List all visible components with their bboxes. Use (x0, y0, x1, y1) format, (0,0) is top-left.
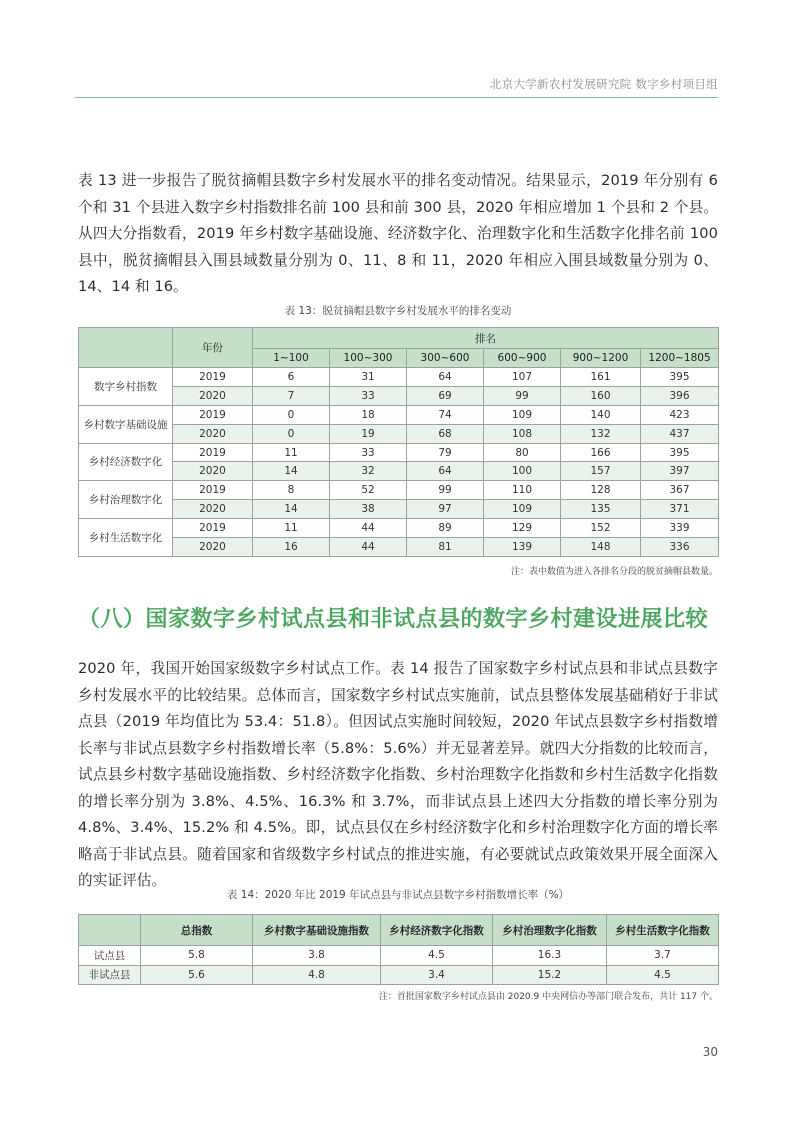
table-cell: 97 (407, 500, 484, 519)
page-number: 30 (702, 1045, 718, 1059)
year-cell: 2020 (173, 500, 253, 519)
table-row (79, 519, 719, 538)
table-cell: 80 (484, 443, 561, 462)
table-cell: 81 (407, 538, 484, 557)
table-cell: 395 (641, 443, 719, 462)
table-cell: 132 (561, 424, 641, 443)
table-cell: 3.7 (607, 946, 719, 966)
table-cell: 11 (253, 443, 330, 462)
row-group-label: 数字乡村指数 (79, 368, 173, 406)
table-cell: 3.8 (253, 946, 381, 966)
table13-col-header: 1200~1805 (641, 349, 719, 368)
table-row (79, 946, 719, 966)
table-cell: 31 (330, 368, 407, 387)
table-cell: 161 (561, 368, 641, 387)
table-row (79, 462, 719, 481)
table-cell: 7 (253, 386, 330, 405)
running-header: 北京大学新农村发展研究院 数字乡村项目组 (489, 77, 718, 91)
table-cell: 371 (641, 500, 719, 519)
table-cell: 100 (484, 462, 561, 481)
table-cell: 152 (561, 519, 641, 538)
table-cell: 423 (641, 405, 719, 424)
table-cell: 396 (641, 386, 719, 405)
table-cell: 108 (484, 424, 561, 443)
table-cell: 16 (253, 538, 330, 557)
year-cell: 2019 (173, 405, 253, 424)
section-title: （八）国家数字乡村试点县和非试点县的数字乡村建设进展比较 (78, 607, 709, 632)
table-cell: 135 (561, 500, 641, 519)
table-cell: 140 (561, 405, 641, 424)
table-cell: 109 (484, 405, 561, 424)
year-cell: 2019 (173, 481, 253, 500)
table13-year-header: 年份 (173, 328, 253, 368)
row-label: 非试点县 (79, 965, 141, 985)
table-cell: 160 (561, 386, 641, 405)
table13-col-header: 900~1200 (561, 349, 641, 368)
table-cell: 157 (561, 462, 641, 481)
table-cell: 32 (330, 462, 407, 481)
year-cell: 2020 (173, 538, 253, 557)
table-cell: 166 (561, 443, 641, 462)
table13-corner-cell (79, 328, 173, 368)
table-cell: 148 (561, 538, 641, 557)
table-cell: 4.5 (607, 965, 719, 985)
row-label: 试点县 (79, 946, 141, 966)
table-cell: 18 (330, 405, 407, 424)
row-group-label: 乡村生活数字化 (79, 519, 173, 557)
paragraph-pilot-comparison: 2020 年，我国开始国家级数字乡村试点工作。表 14 报告了国家数字乡村试点县和非试点县数字乡村发展水平的比较结果。总体而言，国家数字乡村试点实施前，试点县整体发展基础稍好于非试点县（2019 年均值比为 53.4：51.8）。但因试点实施时间较短，2020 年试点县数字乡村指数增长率与非试点县数字乡村指数增长率（5.8%：5.6%）并无显著差异。就四大分指数的比较而言，试点县乡村数字基础设施指数、乡村经济数字化指数、乡村治理数字化指数和乡村生活数字化指数的增长率分别为 3.8%、4.5%、16.3% 和 3.7%，而非试点县上述四大分指数的增长率分别为 4.8%、3.4%、15.2% 和 4.5%。即，试点县仅在乡村经济数字化和乡村治理数字化方面的增长率略高于非试点县。随着国家和省级数字乡村试点的推进实施，有必要就试点政策效果开展全面深入的实证评估。 (78, 660, 718, 889)
table-cell: 6 (253, 368, 330, 387)
table14-col-header: 乡村治理数字化指数 (493, 915, 607, 946)
table-cell: 5.6 (141, 965, 253, 985)
table13-col-header: 1~100 (253, 349, 330, 368)
table-row (79, 405, 719, 424)
table-cell: 19 (330, 424, 407, 443)
table14-col-header: 乡村数字基础设施指数 (253, 915, 381, 946)
table-cell: 69 (407, 386, 484, 405)
table-cell: 0 (253, 424, 330, 443)
table-cell: 16.3 (493, 946, 607, 966)
table-cell: 5.8 (141, 946, 253, 966)
table14-col-header: 总指数 (141, 915, 253, 946)
table13 (78, 327, 719, 557)
header-rule (75, 97, 718, 98)
table-cell: 44 (330, 538, 407, 557)
table-cell: 14 (253, 462, 330, 481)
table-row (79, 965, 719, 985)
table-cell: 89 (407, 519, 484, 538)
table-cell: 15.2 (493, 965, 607, 985)
table-row (79, 386, 719, 405)
table-cell: 339 (641, 519, 719, 538)
table-cell: 44 (330, 519, 407, 538)
table-row (79, 368, 719, 387)
year-cell: 2019 (173, 443, 253, 462)
table13-col-header: 600~900 (484, 349, 561, 368)
table-cell: 68 (407, 424, 484, 443)
year-cell: 2020 (173, 462, 253, 481)
table-cell: 107 (484, 368, 561, 387)
table-cell: 99 (484, 386, 561, 405)
table-cell: 33 (330, 386, 407, 405)
table-row (79, 443, 719, 462)
year-cell: 2019 (173, 368, 253, 387)
table-cell: 64 (407, 462, 484, 481)
table14-col-header: 乡村生活数字化指数 (607, 915, 719, 946)
table14-col-header: 乡村经济数字化指数 (381, 915, 493, 946)
table14-corner-cell (79, 915, 141, 946)
table-cell: 395 (641, 368, 719, 387)
table-cell: 38 (330, 500, 407, 519)
table-cell: 437 (641, 424, 719, 443)
table-row (79, 481, 719, 500)
table-row (79, 538, 719, 557)
table-cell: 99 (407, 481, 484, 500)
year-cell: 2020 (173, 386, 253, 405)
table-cell: 3.4 (381, 965, 493, 985)
year-cell: 2019 (173, 519, 253, 538)
table13-col-header: 100~300 (330, 349, 407, 368)
table14-caption: 表 14：2020 年比 2019 年试点县与非试点县数字乡村指数增长率（%） (226, 889, 570, 901)
table14 (78, 914, 719, 985)
table-cell: 336 (641, 538, 719, 557)
table13-col-header: 300~600 (407, 349, 484, 368)
table14-note: 注：首批国家数字乡村试点县由 2020.9 中央网信办等部门联合发布，共计 117 个。 (378, 992, 718, 1002)
table-cell: 129 (484, 519, 561, 538)
paragraph-table13-intro: 表 13 进一步报告了脱贫摘帽县数字乡村发展水平的排名变动情况。结果显示，2019 年分别有 6 个和 31 个县进入数字乡村指数排名前 100 县和前 300 县，2020 年相应增加 1 个县和 2 个县。从四大分指数看，2019 年乡村数字基础设施、经济数字化、治理数字化和生活数字化排名前 100 县中，脱贫摘帽县入围县域数量分别为 0、11、8 和 11，2020 年相应入围县域数量分别为 0、14、14 和 16。 (78, 172, 718, 295)
row-group-label: 乡村治理数字化 (79, 481, 173, 519)
table-cell: 139 (484, 538, 561, 557)
table-row (79, 424, 719, 443)
year-cell: 2020 (173, 424, 253, 443)
table-cell: 79 (407, 443, 484, 462)
table-cell: 11 (253, 519, 330, 538)
table-cell: 128 (561, 481, 641, 500)
table13-note: 注：表中数值为进入各排名分段的脱贫摘帽县数量。 (510, 567, 718, 577)
table13-caption: 表 13：脱贫摘帽县数字乡村发展水平的排名变动 (284, 305, 512, 317)
table-cell: 74 (407, 405, 484, 424)
row-group-label: 乡村数字基础设施 (79, 405, 173, 443)
table-cell: 8 (253, 481, 330, 500)
table-cell: 4.5 (381, 946, 493, 966)
table-cell: 0 (253, 405, 330, 424)
table-cell: 52 (330, 481, 407, 500)
table-cell: 64 (407, 368, 484, 387)
table13-rank-header: 排名 (253, 328, 719, 349)
table-cell: 109 (484, 500, 561, 519)
table-cell: 367 (641, 481, 719, 500)
table-cell: 110 (484, 481, 561, 500)
table-row (79, 500, 719, 519)
table-cell: 4.8 (253, 965, 381, 985)
row-group-label: 乡村经济数字化 (79, 443, 173, 481)
table-cell: 397 (641, 462, 719, 481)
table-cell: 14 (253, 500, 330, 519)
table-cell: 33 (330, 443, 407, 462)
